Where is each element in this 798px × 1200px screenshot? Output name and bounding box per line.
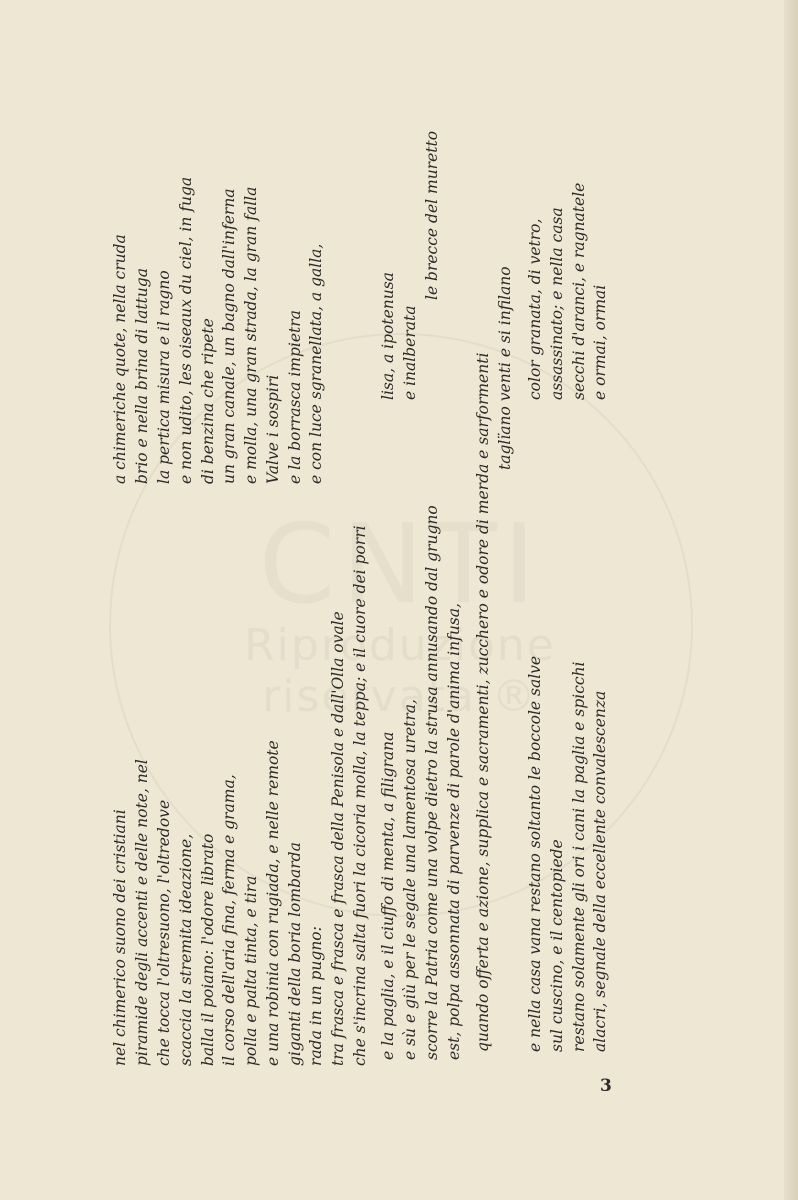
poem-line: restano solamente gli ori i cani la paglia e spicchi — [570, 661, 588, 1052]
poem-line: e sù e giù per le segale una lamentosa uretra, — [401, 699, 419, 1060]
poem-line: rada in un pugno: — [307, 926, 325, 1066]
poem-line: un gran canale, un bagno dall'inferna — [220, 188, 238, 484]
poem-line: di benzina che ripete — [199, 318, 217, 484]
poem-line: alacri, segnale della eccellente convalescenza — [591, 690, 609, 1052]
poem-line: color granata, di vetro, — [526, 218, 544, 400]
poem-line: quando offerta e azione, supplica e sacramenti, zucchero e odore di merda e sarformenti — [474, 352, 492, 1052]
poem-line: scaccia la stremita ideazione, — [177, 833, 195, 1066]
poem-line: e non udito, les oiseaux du ciel, in fuga — [177, 176, 195, 484]
poem-line: e inalberata — [401, 305, 419, 400]
poem-line: tra frasca e frasca e frasca della Penisola e dall'Olla ovale — [329, 611, 347, 1066]
poem-line: e la paglia, e il ciuffo di menta, a filigrana — [379, 731, 397, 1060]
poem-line: la pertica misura e il ragno — [155, 270, 173, 484]
poem-line: le brecce del muretto — [423, 130, 441, 300]
poem-line: il corso dell'aria fina, ferma e grama, — [220, 774, 238, 1066]
poem-line: brio e nella brina di lattuga — [133, 268, 151, 484]
poem-line: est, polpa assonnata di parvenze di parole d'anima infusa, — [445, 603, 463, 1060]
poem-line: lisa, a ipotenusa — [379, 272, 397, 400]
watermark-logo: CNTI — [258, 500, 542, 628]
poem-line: piramide degli accenti e delle note, nel — [133, 759, 151, 1066]
poem-line: assassinato; e nella casa — [548, 207, 566, 400]
page-number: 3 — [600, 1076, 612, 1096]
poem-line: e la borrasca impietra — [286, 310, 304, 484]
watermark-text: Riproduzione riservata ® — [244, 620, 556, 722]
poem-line: e ormai, ormai — [591, 284, 609, 400]
poem-line: taglïano venti e si infilano — [496, 266, 514, 470]
poem-line: e nella casa vana restano soltanto le boccole salve — [526, 655, 544, 1052]
poem-line: e con luce sgranellata, a galla, — [307, 243, 325, 484]
poem-line: scorre la Patria come una volpe dietro la strusa annusando dal grugno — [423, 505, 441, 1060]
poem-line: che tocca l'oltresuono, l'oltredove — [155, 799, 173, 1066]
poem-line: e una robinia con rugiada, e nelle remote — [264, 740, 282, 1066]
poem-line: balla il poiano: l'odore librato — [199, 833, 217, 1066]
poem-line: secchi d'aranci, e ragnatele — [570, 182, 588, 400]
poem-line: che s'incrina salta fuori la cicoria molla, la teppa; e il cuore dei porri — [351, 525, 369, 1066]
poem-line: a chimeriche quote, nella cruda — [111, 234, 129, 484]
poem-line: e molla, una gran strada, la gran falla — [242, 186, 260, 484]
poem-line: giganti della boria lombarda — [286, 842, 304, 1066]
poem-line: nel chimerico suono dei cristiani — [111, 809, 129, 1066]
poem-line: sul cuscino, e il centopiede — [548, 839, 566, 1052]
poem-line: polla e palta tinta, e tira — [242, 875, 260, 1066]
poem-line: Valve i sospiri — [264, 374, 282, 484]
